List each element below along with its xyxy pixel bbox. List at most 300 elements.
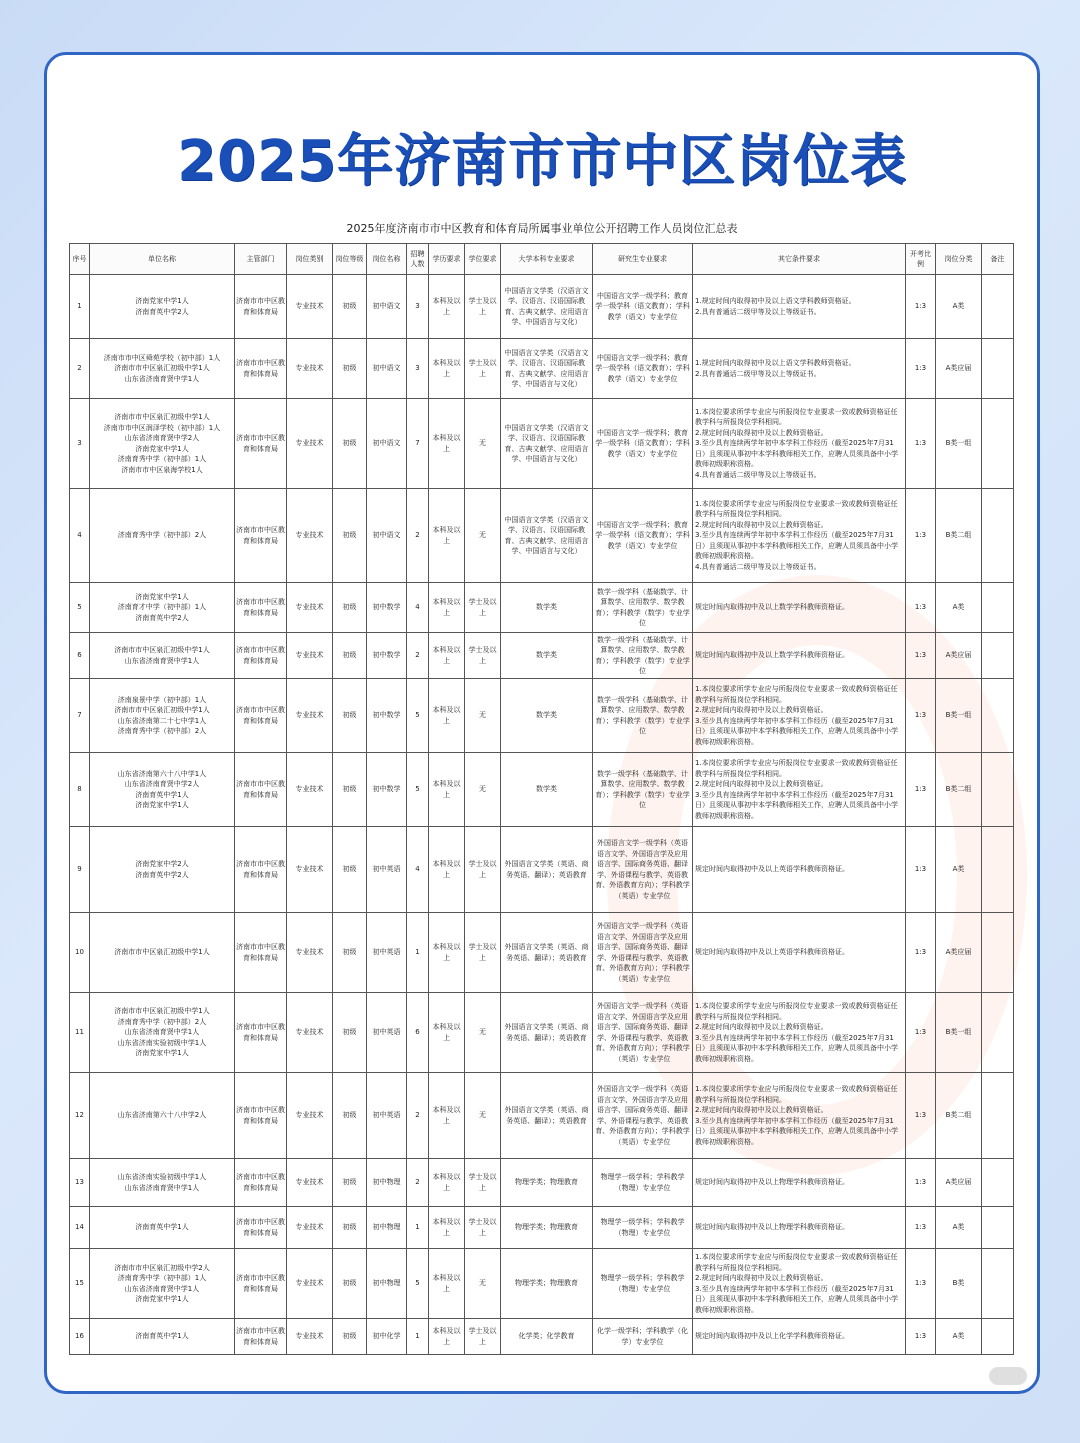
cell-category: 专业技术 (287, 993, 333, 1073)
cell-other-requirements (693, 399, 906, 489)
cell-line: 2.规定时间内取得初中及以上教师资格证。 (695, 706, 828, 714)
cell-line: 规定时间内取得初中及以上数学学科教师资格证。 (695, 651, 849, 660)
cell-line: 济南育秀中学（初中部）2人 (117, 727, 207, 735)
cell-other-requirements (693, 913, 906, 993)
cell-no: 11 (70, 993, 90, 1073)
cell-unit (90, 753, 235, 827)
cell-line: 济南党家中学1人 (135, 297, 189, 305)
cell-dept: 济南市市中区教育和体育局 (235, 489, 287, 583)
cell-line: 济南育才中学（初中部）1人 (117, 603, 207, 612)
page-title: 2025年济南市市中区岗位表 (177, 129, 907, 194)
cell-other-requirements (693, 633, 906, 679)
table-row (70, 1207, 1014, 1249)
cell-ratio: 1:3 (906, 993, 936, 1073)
cell-line: 规定时间内取得初中及以上英语学科教师资格证。 (695, 865, 849, 874)
col-header: 学历要求 (429, 244, 465, 275)
cell-dept: 济南市市中区教育和体育局 (235, 1249, 287, 1319)
cell-dept: 济南市市中区教育和体育局 (235, 1159, 287, 1207)
cell-category: 专业技术 (287, 633, 333, 679)
cell-count: 1 (407, 913, 429, 993)
cell-unit (90, 399, 235, 489)
cell-post: 初中英语 (367, 1073, 407, 1159)
cell-unit (90, 679, 235, 753)
table-header-row (70, 244, 1014, 275)
cell-class: A类应届 (936, 913, 982, 993)
cell-unit (90, 1319, 235, 1355)
cell-degree: 无 (465, 399, 501, 489)
cell-unit (90, 1207, 235, 1249)
cell-education: 本科及以上 (429, 399, 465, 489)
cell-line: 规定时间内取得初中及以上数学学科教师资格证。 (695, 603, 849, 612)
cell-dept: 济南市市中区教育和体育局 (235, 679, 287, 753)
cell-line: 济南育秀中学（初中部）1人 (117, 455, 207, 463)
cell-other-requirements (693, 827, 906, 913)
cell-remark (982, 679, 1014, 753)
cell-no: 1 (70, 275, 90, 339)
cell-level: 初级 (333, 1159, 367, 1207)
cell-unit (90, 339, 235, 399)
cell-count: 2 (407, 1073, 429, 1159)
cell-degree: 无 (465, 679, 501, 753)
cell-line: 山东省济南育贤中学2人 (124, 434, 200, 442)
cell-degree: 无 (465, 1249, 501, 1319)
cell-post: 初中语文 (367, 275, 407, 339)
cell-degree: 学士及以上 (465, 827, 501, 913)
cell-ratio: 1:3 (906, 679, 936, 753)
cell-line: 1.规定时间内取得初中及以上语文学科教师资格证。 (695, 297, 856, 305)
cell-class: A类 (936, 583, 982, 633)
cell-level: 初级 (333, 489, 367, 583)
cell-count: 2 (407, 1159, 429, 1207)
cell-line: 济南泉景中学（初中部）1人 (117, 695, 207, 704)
cell-grad-major: 外国语言文学一级学科（英语语言文学、外国语言学及应用语言学、国际商务英语、翻译学、外语课程与教学、英语教育、外语教育方向）；学科教学（英语）专业学位 (593, 1073, 693, 1159)
cell-category: 专业技术 (287, 489, 333, 583)
cell-grad-major: 数学一级学科（基础数学、计算数学、应用数学、数学教育）；学科教学（数学）专业学位 (593, 583, 693, 633)
cell-unit (90, 993, 235, 1073)
cell-undergrad-major: 数学类 (501, 583, 593, 633)
cell-degree: 学士及以上 (465, 633, 501, 679)
cell-unit (90, 633, 235, 679)
cell-category: 专业技术 (287, 275, 333, 339)
cell-remark (982, 339, 1014, 399)
cell-unit (90, 1159, 235, 1207)
cell-education: 本科及以上 (429, 339, 465, 399)
cell-other-requirements (693, 489, 906, 583)
cell-education: 本科及以上 (429, 489, 465, 583)
cell-post: 初中语文 (367, 339, 407, 399)
cell-line: 1.规定时间内取得初中及以上语文学科教师资格证。 (695, 359, 856, 367)
col-header: 岗位等级 (333, 244, 367, 275)
col-header: 其它条件要求 (693, 244, 906, 275)
cell-dept: 济南市市中区教育和体育局 (235, 399, 287, 489)
cell-education: 本科及以上 (429, 679, 465, 753)
cell-level: 初级 (333, 753, 367, 827)
cell-count: 3 (407, 275, 429, 339)
cell-dept: 济南市市中区教育和体育局 (235, 1073, 287, 1159)
cell-line: 2.规定时间内取得初中及以上教师资格证。 (695, 520, 828, 529)
cell-education: 本科及以上 (429, 1073, 465, 1159)
cell-dept: 济南市市中区教育和体育局 (235, 339, 287, 399)
cell-count: 4 (407, 583, 429, 633)
cell-line: 济南党家中学2人 (135, 860, 189, 868)
cell-class: A类 (936, 1319, 982, 1355)
cell-other-requirements (693, 679, 906, 753)
cell-no: 7 (70, 679, 90, 753)
cell-line: 2.具有普通话二级甲等及以上等级证书。 (695, 369, 821, 378)
cell-class: A类 (936, 827, 982, 913)
cell-ratio: 1:3 (906, 1207, 936, 1249)
cell-undergrad-major: 数学类 (501, 753, 593, 827)
cell-line: 济南育秀中学（初中部）1人 (117, 1274, 207, 1282)
cell-line: 2.规定时间内取得初中及以上教师资格证。 (695, 1023, 828, 1031)
cell-category: 专业技术 (287, 679, 333, 753)
cell-line: 山东省济南育贤中学2人 (124, 780, 200, 788)
cell-level: 初级 (333, 633, 367, 679)
cell-post: 初中数学 (367, 633, 407, 679)
cell-other-requirements (693, 1073, 906, 1159)
cell-ratio: 1:3 (906, 1159, 936, 1207)
cell-post: 初中数学 (367, 679, 407, 753)
col-header: 大学本科专业要求 (501, 244, 593, 275)
cell-line: 济南党家中学1人 (135, 1049, 189, 1058)
cell-education: 本科及以上 (429, 993, 465, 1073)
col-header: 学位要求 (465, 244, 501, 275)
cell-line: 济南育英中学1人 (135, 1332, 189, 1341)
cell-category: 专业技术 (287, 1073, 333, 1159)
cell-grad-major: 外国语言文学一级学科（英语语言文学、外国语言学及应用语言学、国际商务英语、翻译学、外语课程与教学、英语教育、外语教育方向）；学科教学（英语）专业学位 (593, 993, 693, 1073)
cell-line: 济南市市中区泉汇初级中学1人 (114, 706, 210, 714)
cell-ratio: 1:3 (906, 753, 936, 827)
cell-level: 初级 (333, 1073, 367, 1159)
cell-category: 专业技术 (287, 753, 333, 827)
cell-ratio: 1:3 (906, 399, 936, 489)
cell-class: B类二组 (936, 1073, 982, 1159)
cell-dept: 济南市市中区教育和体育局 (235, 753, 287, 827)
cell-remark (982, 275, 1014, 339)
cell-line: 规定时间内取得初中及以上物理学科教师资格证。 (695, 1178, 849, 1187)
cell-class: B类二组 (936, 489, 982, 583)
cell-dept: 济南市市中区教育和体育局 (235, 993, 287, 1073)
cell-undergrad-major: 数学类 (501, 679, 593, 753)
cell-grad-major: 数学一级学科（基础数学、计算数学、应用数学、数学教育）；学科教学（数学）专业学位 (593, 753, 693, 827)
cell-line: 济南育英中学1人 (135, 1223, 189, 1232)
cell-line: 山东省济南育贤中学1人 (124, 1028, 200, 1037)
cell-level: 初级 (333, 913, 367, 993)
table-row (70, 913, 1014, 993)
col-header: 岗位分类 (936, 244, 982, 275)
table-row (70, 1319, 1014, 1355)
cell-count: 1 (407, 1319, 429, 1355)
cell-line: 山东省济南育贤中学1人 (124, 656, 200, 665)
table-row (70, 1073, 1014, 1159)
cell-remark (982, 913, 1014, 993)
cell-line: 济南党家中学1人 (135, 1295, 189, 1303)
cell-class: B类 (936, 1249, 982, 1319)
cell-grad-major: 中国语言文学一级学科；教育学一级学科（语文教育）；学科教学（语文）专业学位 (593, 399, 693, 489)
cell-line: 济南党家中学1人 (135, 592, 189, 601)
table-row (70, 583, 1014, 633)
col-header: 岗位名称 (367, 244, 407, 275)
cell-class: B类二组 (936, 753, 982, 827)
cell-class: A类 (936, 1207, 982, 1249)
cell-ratio: 1:3 (906, 275, 936, 339)
cell-line: 2.具有普通话二级甲等及以上等级证书。 (695, 307, 821, 316)
cell-degree: 学士及以上 (465, 275, 501, 339)
cell-grad-major: 数学一级学科（基础数学、计算数学、应用数学、数学教育）；学科教学（数学）专业学位 (593, 679, 693, 753)
cell-count: 2 (407, 489, 429, 583)
cell-line: 山东省济南育贤中学1人 (124, 1183, 200, 1192)
document-card (44, 52, 1040, 1394)
cell-other-requirements (693, 1159, 906, 1207)
table-row (70, 633, 1014, 679)
cell-education: 本科及以上 (429, 1207, 465, 1249)
cell-ratio: 1:3 (906, 489, 936, 583)
cell-grad-major: 物理学一级学科；学科教学（物理）专业学位 (593, 1249, 693, 1319)
cell-category: 专业技术 (287, 827, 333, 913)
cell-post: 初中物理 (367, 1159, 407, 1207)
cell-count: 1 (407, 1207, 429, 1249)
cell-degree: 无 (465, 993, 501, 1073)
table-row (70, 1249, 1014, 1319)
cell-line: 规定时间内取得初中及以上化学学科教师资格证。 (695, 1332, 849, 1341)
cell-other-requirements (693, 753, 906, 827)
cell-degree: 无 (465, 489, 501, 583)
cell-line: 1.本岗位要求所学专业应与所报岗位专业要求一致或教师资格证任教学科与所报岗位学科相同。 (695, 407, 898, 427)
cell-dept: 济南市市中区教育和体育局 (235, 913, 287, 993)
cell-post: 初中物理 (367, 1249, 407, 1319)
cell-undergrad-major: 中国语言文学类（汉语言文学、汉语言、汉语国际教育、古典文献学、应用语言学、中国语言与文化） (501, 339, 593, 399)
cell-no: 16 (70, 1319, 90, 1355)
cell-grad-major: 外国语言文学一级学科（英语语言文学、外国语言学及应用语言学、国际商务英语、翻译学、外语课程与教学、英语教育、外语教育方向）；学科教学（英语）专业学位 (593, 827, 693, 913)
cell-remark (982, 399, 1014, 489)
cell-education: 本科及以上 (429, 827, 465, 913)
cell-line: 1.本岗位要求所学专业应与所报岗位专业要求一致或教师资格证任教学科与所报岗位学科相同。 (695, 1002, 898, 1021)
cell-other-requirements (693, 1319, 906, 1355)
cell-line: 1.本岗位要求所学专业应与所报岗位专业要求一致或教师资格证任教学科与所报岗位学科相同。 (695, 1253, 898, 1272)
cell-ratio: 1:3 (906, 583, 936, 633)
cell-line: 山东省济南实验初级中学1人 (117, 1038, 207, 1047)
cell-level: 初级 (333, 679, 367, 753)
cell-undergrad-major: 化学类；化学教育 (501, 1319, 593, 1355)
table-row (70, 489, 1014, 583)
cell-ratio: 1:3 (906, 1249, 936, 1319)
table-row (70, 1159, 1014, 1207)
cell-unit (90, 1073, 235, 1159)
cell-count: 5 (407, 679, 429, 753)
cell-undergrad-major: 外国语言文学类（英语、商务英语、翻译）；英语教育 (501, 827, 593, 913)
cell-education: 本科及以上 (429, 633, 465, 679)
cell-unit (90, 913, 235, 993)
cell-degree: 无 (465, 753, 501, 827)
cell-unit (90, 489, 235, 583)
cell-no: 8 (70, 753, 90, 827)
cell-other-requirements (693, 1207, 906, 1249)
cell-line: 山东省济南第二十七中学1人 (117, 716, 207, 725)
cell-remark (982, 633, 1014, 679)
cell-other-requirements (693, 339, 906, 399)
cell-post: 初中化学 (367, 1319, 407, 1355)
cell-line: 山东省济南第六十八中学2人 (117, 1111, 207, 1120)
cell-post: 初中英语 (367, 913, 407, 993)
cell-line: 2.规定时间内取得初中及以上教师资格证。 (695, 1106, 828, 1114)
cell-no: 15 (70, 1249, 90, 1319)
cell-undergrad-major: 外国语言文学类（英语、商务英语、翻译）；英语教育 (501, 913, 593, 993)
cell-grad-major: 物理学一级学科；学科教学（物理）专业学位 (593, 1159, 693, 1207)
cell-other-requirements (693, 993, 906, 1073)
cell-no: 12 (70, 1073, 90, 1159)
cell-undergrad-major: 外国语言文学类（英语、商务英语、翻译）；英语教育 (501, 993, 593, 1073)
cell-remark (982, 489, 1014, 583)
cell-count: 6 (407, 993, 429, 1073)
cell-level: 初级 (333, 399, 367, 489)
cell-class: B类一组 (936, 679, 982, 753)
cell-line: 济南市市中区润泽学校（初中部）1人 (103, 423, 221, 432)
cell-class: A类应届 (936, 633, 982, 679)
cell-post: 初中英语 (367, 827, 407, 913)
cell-education: 本科及以上 (429, 913, 465, 993)
cell-no: 13 (70, 1159, 90, 1207)
cell-line: 济南育英中学2人 (135, 307, 189, 316)
cell-line: 3.至少具有连续两学年初中本学科工作经历（截至2025年7月31日）且须现从事初中本学科教师相关工作，应聘人员须具备中小学教师初级职称资格。 (695, 439, 898, 469)
cell-ratio: 1:3 (906, 1319, 936, 1355)
cell-category: 专业技术 (287, 1249, 333, 1319)
cell-line: 济南市市中区泉汇初级中学2人 (114, 1263, 210, 1272)
cell-line: 济南党家中学1人 (135, 444, 189, 453)
cell-other-requirements (693, 583, 906, 633)
cell-count: 5 (407, 1249, 429, 1319)
cell-category: 专业技术 (287, 1319, 333, 1355)
cell-no: 3 (70, 399, 90, 489)
col-header: 研究生专业要求 (593, 244, 693, 275)
table-row (70, 993, 1014, 1073)
cell-unit (90, 583, 235, 633)
cell-ratio: 1:3 (906, 1073, 936, 1159)
cell-degree: 学士及以上 (465, 583, 501, 633)
cell-post: 初中物理 (367, 1207, 407, 1249)
table-row (70, 275, 1014, 339)
cell-level: 初级 (333, 827, 367, 913)
cell-post: 初中数学 (367, 753, 407, 827)
cell-line: 1.本岗位要求所学专业应与所报岗位专业要求一致或教师资格证任教学科与所报岗位学科相同。 (695, 685, 898, 704)
cell-undergrad-major: 外国语言文学类（英语、商务英语、翻译）；英语教育 (501, 1073, 593, 1159)
cell-level: 初级 (333, 1319, 367, 1355)
cell-category: 专业技术 (287, 1207, 333, 1249)
cell-grad-major: 物理学一级学科；学科教学（物理）专业学位 (593, 1207, 693, 1249)
cell-category: 专业技术 (287, 399, 333, 489)
cell-remark (982, 1073, 1014, 1159)
cell-class: A类应届 (936, 339, 982, 399)
cell-remark (982, 753, 1014, 827)
cell-line: 3.至少具有连续两学年初中本学科工作经历（截至2025年7月31日）且须现从事初中本学科教师相关工作，应聘人员须具备中小学教师初级职称资格。 (695, 1116, 898, 1146)
cell-remark (982, 583, 1014, 633)
cell-degree: 学士及以上 (465, 1159, 501, 1207)
cell-line: 3.至少具有连续两学年初中本学科工作经历（截至2025年7月31日）且须现从事初中本学科教师相关工作，应聘人员须具备中小学教师初级职称资格。 (695, 716, 898, 746)
cell-education: 本科及以上 (429, 1319, 465, 1355)
cell-line: 4.具有普通话二级甲等及以上等级证书。 (695, 470, 821, 479)
cell-line: 2.规定时间内取得初中及以上教师资格证。 (695, 780, 828, 788)
cell-line: 山东省济南育贤中学1人 (124, 374, 200, 383)
cell-line: 济南市市中区泉汇初级中学1人 (114, 413, 210, 421)
cell-degree: 学士及以上 (465, 913, 501, 993)
cell-line: 1.本岗位要求所学专业应与所报岗位专业要求一致或教师资格证任教学科与所报岗位学科相同。 (695, 499, 898, 519)
cell-dept: 济南市市中区教育和体育局 (235, 1319, 287, 1355)
cell-grad-major: 化学一级学科；学科教学（化学）专业学位 (593, 1319, 693, 1355)
cell-line: 济南市市中区泉汇初级中学1人 (114, 948, 210, 957)
cell-level: 初级 (333, 1207, 367, 1249)
cell-line: 3.至少具有连续两学年初中本学科工作经历（截至2025年7月31日）且须现从事初中本学科教师相关工作，应聘人员须具备中小学教师初级职称资格。 (695, 1033, 898, 1063)
col-header: 单位名称 (90, 244, 235, 275)
cell-ratio: 1:3 (906, 633, 936, 679)
col-header: 序号 (70, 244, 90, 275)
cell-degree: 学士及以上 (465, 1319, 501, 1355)
document-scan (67, 215, 1017, 1390)
cell-no: 2 (70, 339, 90, 399)
cell-line: 4.具有普通话二级甲等及以上等级证书。 (695, 562, 821, 571)
cell-line: 济南育英中学2人 (135, 613, 189, 622)
cell-count: 2 (407, 633, 429, 679)
table-row (70, 827, 1014, 913)
cell-no: 6 (70, 633, 90, 679)
cell-post: 初中数学 (367, 583, 407, 633)
cell-no: 5 (70, 583, 90, 633)
cell-line: 规定时间内取得初中及以上英语学科教师资格证。 (695, 948, 849, 957)
cell-line: 济南育秀中学（初中部）2人 (117, 531, 207, 540)
cell-count: 4 (407, 827, 429, 913)
table-row (70, 339, 1014, 399)
cell-line: 3.至少具有连续两学年初中本学科工作经历（截至2025年7月31日）且须现从事初中本学科教师相关工作，应聘人员须具备中小学教师初级职称资格。 (695, 531, 898, 561)
cell-level: 初级 (333, 1249, 367, 1319)
cell-line: 济南党家中学1人 (135, 801, 189, 809)
cell-class: A类 (936, 275, 982, 339)
table-row (70, 679, 1014, 753)
cell-line: 3.至少具有连续两学年初中本学科工作经历（截至2025年7月31日）且须现从事初中本学科教师相关工作，应聘人员须具备中小学教师初级职称资格。 (695, 1284, 898, 1314)
watermark-badge (989, 1367, 1027, 1385)
cell-line: 规定时间内取得初中及以上物理学科教师资格证。 (695, 1223, 849, 1232)
cell-line: 2.规定时间内取得初中及以上教师资格证。 (695, 1274, 828, 1282)
table-body (70, 275, 1014, 1355)
cell-undergrad-major: 中国语言文学类（汉语言文学、汉语言、汉语国际教育、古典文献学、应用语言学、中国语言与文化） (501, 399, 593, 489)
cell-post: 初中语文 (367, 489, 407, 583)
table-row (70, 753, 1014, 827)
cell-count: 5 (407, 753, 429, 827)
cell-line: 济南市市中区泉海学校1人 (121, 465, 203, 474)
cell-education: 本科及以上 (429, 275, 465, 339)
cell-remark (982, 1159, 1014, 1207)
cell-class: B类一组 (936, 993, 982, 1073)
cell-line: 山东省济南第六十八中学1人 (117, 769, 207, 778)
cell-remark (982, 1319, 1014, 1355)
cell-line: 济南市市中区舜苑学校（初中部）1人 (103, 353, 221, 362)
cell-dept: 济南市市中区教育和体育局 (235, 633, 287, 679)
cell-post: 初中语文 (367, 399, 407, 489)
cell-remark (982, 1249, 1014, 1319)
cell-line: 山东省济南实验初级中学1人 (117, 1173, 207, 1181)
cell-undergrad-major: 物理学类；物理教育 (501, 1159, 593, 1207)
document-title: 2025年度济南市市中区教育和体育局所属事业单位公开招聘工作人员岗位汇总表 (346, 222, 738, 235)
cell-line: 1.本岗位要求所学专业应与所报岗位专业要求一致或教师资格证任教学科与所报岗位学科相同。 (695, 1085, 898, 1104)
cell-level: 初级 (333, 993, 367, 1073)
cell-dept: 济南市市中区教育和体育局 (235, 275, 287, 339)
cell-level: 初级 (333, 339, 367, 399)
cell-no: 9 (70, 827, 90, 913)
cell-remark (982, 993, 1014, 1073)
cell-line: 济南市市中区泉汇初级中学1人 (114, 1007, 210, 1016)
cell-line: 济南育英中学1人 (135, 790, 189, 799)
cell-ratio: 1:3 (906, 339, 936, 399)
col-header: 招聘人数 (407, 244, 429, 275)
cell-line: 济南市市中区泉汇初级中学1人 (114, 364, 210, 373)
col-header: 主管部门 (235, 244, 287, 275)
